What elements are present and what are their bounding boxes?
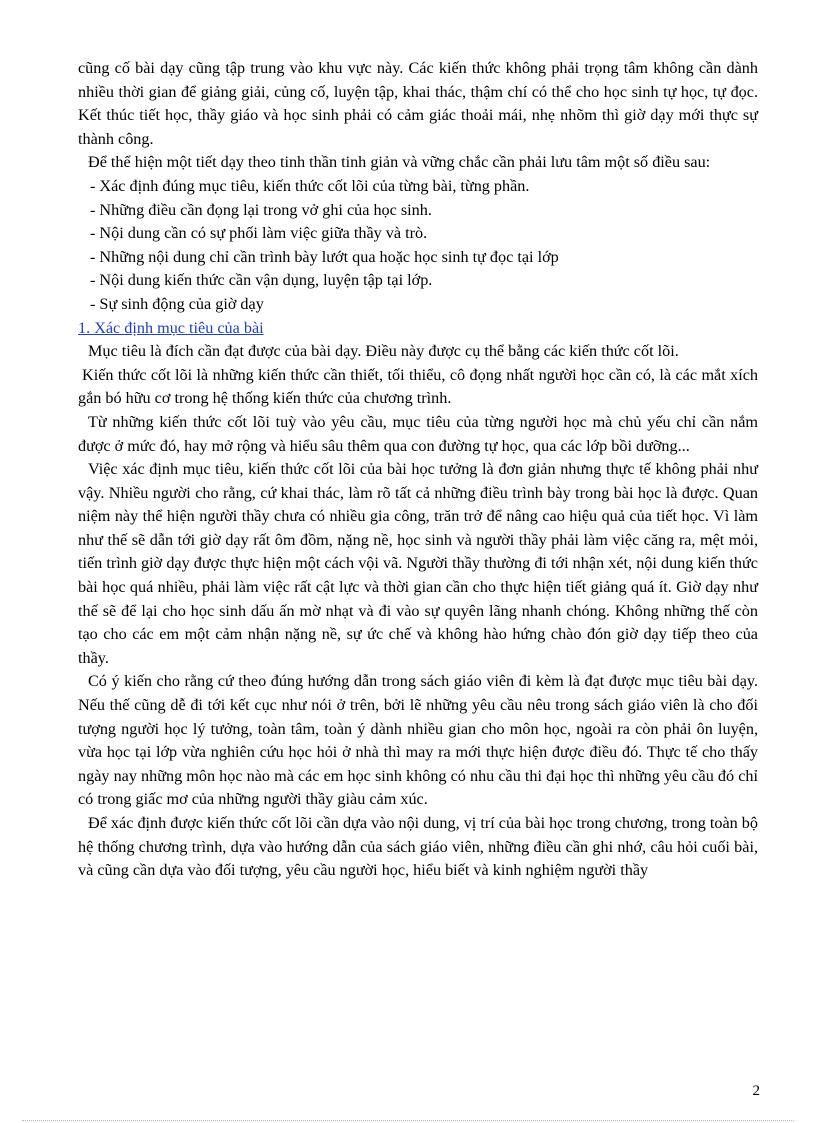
bullet-item: - Xác định đúng mục tiêu, kiến thức cốt lõi của từng bài, từng phần.: [90, 176, 530, 195]
paragraph-body: Mục tiêu là đích cần đạt được của bài dạy. Điều này được cụ thể bằng các kiến thức cốt lõi.: [88, 342, 679, 361]
paragraph-body: Để xác định được kiến thức cốt lõi cần dựa vào nội dung, vị trí của bài học trong chương, trong toàn bộ hệ thống chương trình, dựa vào hướng dẫn của sách giáo viên, những điều cần ghi nhớ, câu hỏi cuối bài, và cũng cần dựa vào đối tượng, yêu cầu người học, hiểu biết và kinh nghiệm người thầy: [78, 814, 758, 880]
bullet-item: - Nội dung cần có sự phối làm việc giữa thầy và trò.: [90, 224, 428, 243]
paragraph-body: Có ý kiến cho rằng cứ theo đúng hướng dẫn trong sách giáo viên đi kèm là đạt được mục tiêu bài dạy. Nếu thế cũng dễ đi tới kết cục như nói ở trên, bởi lẽ những yêu cầu nêu trong sách giáo viên là cho đối tượng người học lý tưởng, toàn tâm, toàn ý dành nhiều gian cho môn học, ngoài ra còn phải ôn luyện, vừa học tại lớp vừa nghiên cứu học hỏi ở nhà thì may ra mới thực hiện được điều đó. Thực tế cho thấy ngày nay những môn học nào mà các em học sinh không có nhu cầu thi đại học thì những yêu cầu đó chỉ có trong giấc mơ của những người thầy giàu cảm xúc.: [78, 672, 758, 809]
document-body: [78, 57, 758, 883]
bullet-item: - Sự sinh động của giờ dạy: [90, 294, 264, 313]
section-heading-link[interactable]: 1. Xác định mục tiêu của bài: [78, 318, 264, 337]
paragraph-lead-in: Để thể hiện một tiết dạy theo tinh thần tinh giản và vững chắc cần phải lưu tâm một số điều sau:: [88, 153, 711, 172]
bullet-item: - Những điều cần đọng lại trong vở ghi của học sinh.: [90, 200, 432, 219]
section-heading: [78, 317, 758, 341]
paragraph-body: Kiến thức cốt lõi là những kiến thức cần thiết, tối thiểu, cô đọng nhất người học cần có, là các mắt xích gắn bó hữu cơ trong hệ thống kiến thức của chương trình.: [78, 365, 758, 408]
paragraph-intro: cũng cố bài dạy cũng tập trung vào khu vực này. Các kiến thức không phải trọng tâm không cần dành nhiều thời gian để giảng giải, củng cố, luyện tập, khai thác, thậm chí có thể cho học sinh tự học, tự đọc. Kết thúc tiết học, thầy giáo và học sinh phải có cảm giác thoải mái, nhẹ nhõm thì giờ dạy mới thực sự thành công.: [78, 59, 758, 148]
paragraph-body: Việc xác định mục tiêu, kiến thức cốt lõi của bài học tưởng là đơn giản nhưng thực tế không phải như vậy. Nhiều người cho rằng, cứ khai thác, làm rõ tất cả những điều trình bày trong bài học là được. Quan niệm này thể hiện người thầy chưa có nhiều gia công, trăn trở để nâng cao hiệu quả của tiết học. Vì làm như thế sẽ dẫn tới giờ dạy rất ôm đồm, nặng nề, học sinh và người thầy phải làm việc căng ra, mệt mỏi, tiến trình giờ dạy được thực hiện một cách vội vã. Người thầy thường đi tới nhận xét, nội dung kiến thức bài học quá nhiều, phải làm việc rất cật lực và thời gian cần cho thực hiện tiết giảng quá ít. Giờ dạy như thế sẽ để lại cho học sinh dấu ấn mờ nhạt và đi vào sự quyên lãng nhanh chóng. Không những thế còn tạo cho các em một cảm nhận nặng nề, sự ức chế và không hào hứng chào đón giờ dạy tiếp theo của thầy.: [78, 460, 758, 667]
paragraph-body: Từ những kiến thức cốt lõi tuỳ vào yêu cầu, mục tiêu của từng người học mà chủ yếu chỉ cần nắm được ở mức đó, hay mở rộng và hiểu sâu thêm qua con đường tự học, qua các lớp bồi dưỡng...: [78, 412, 758, 455]
page-number: 2: [752, 1083, 760, 1099]
footer-divider: [22, 1120, 794, 1121]
bullet-item: - Nội dung kiến thức cần vận dụng, luyện tập tại lớp.: [90, 271, 433, 290]
bullet-item: - Những nội dung chỉ cần trình bày lướt qua hoặc học sinh tự đọc tại lớp: [90, 247, 559, 266]
